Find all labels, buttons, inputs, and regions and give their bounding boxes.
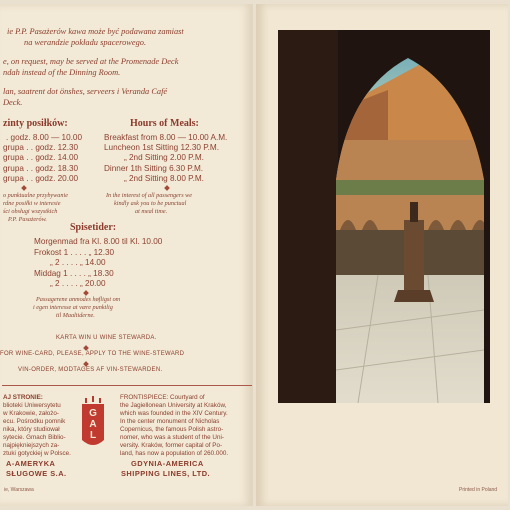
gal-logo [76,392,110,452]
meal-en-row: Breakfast from 8.00 — 10.00 A.M. [104,133,228,142]
note-pl-line: o punktualne przybywanie [3,192,68,199]
heading-no: Spisetider: [70,222,117,233]
caption-en-line: versity. Kraków, former capital of Po- [120,442,223,449]
meal-en-row: „ 2nd Sitting 2.00 P.M. [124,153,204,162]
wine-no: VIN-ORDER, MODTAGES AF VIN-STEWARDEN. [18,367,163,373]
company-pl-line: A-AMERYKA [6,459,56,468]
intro-pl-line-2: na werandzie pokładu spacerowego. [24,38,147,47]
footer-right: Printed in Poland [459,487,498,493]
intro-en-line-2: ndah instead of the Dinning Room. [3,68,121,77]
note-pl-line: ści obsługi wszystkich [3,208,58,215]
diamond-ornament [83,345,89,351]
caption-en-line: In the center monument of Nicholas [120,418,220,425]
intro-no-line-2: Deck. [3,98,23,107]
caption-en-line: the Jagiellonean University at Kraków, [120,402,227,409]
note-pl-line: P.P. Pasażerów. [8,216,47,223]
logo-letter-a: A [89,419,97,430]
meal-en-row: „ 2nd Sitting 8.00 P.M. [124,174,204,183]
caption-en-line: FRONTISPIECE: Courtyard of [120,394,205,401]
caption-pl-line: blioteki Uniwersytetu [3,402,61,409]
caption-en-line: which was founded in the XIV Century. [120,410,228,417]
note-en-line: at meal time. [135,208,168,215]
diamond-ornament [164,185,170,191]
intro-no-line-1: lan, saatrent dot önshes, serveers i Veranda Café [3,87,168,96]
caption-en-line: land, has now a population of 260.000. [120,450,229,457]
meal-no-row: Frokost 1 . . . . „ 12.30 [34,248,115,257]
note-no-line: til Maaltiderne. [56,312,95,319]
company-en-line: GDYNIA-AMERICA [131,459,204,468]
note-no-line: Passagerene anmodes høfligst om [36,296,121,303]
logo-letter-g: G [89,408,97,419]
meal-en-row: Luncheon 1st Sitting 12.30 P.M. [104,143,220,152]
footer-left: ie, Warszawa [4,487,34,493]
left-page [0,4,253,506]
meal-en-row: Dinner 1th Sitting 6.30 P.M. [104,164,204,173]
company-pl-line: SŁUGOWE S.A. [6,469,67,478]
caption-pl-line: sytecie. Gmach Biblio- [3,434,66,441]
caption-pl-line: AJ STRONIE: [3,394,43,401]
right-page [256,4,508,506]
caption-en-line: Copernicus, the famous Polish astro- [120,426,224,433]
caption-pl-line: najpiękniejszych za- [3,442,60,449]
heading-en: Hours of Meals: [130,118,199,129]
meal-pl-row: . godz. 8.00 — 10.00 [6,133,83,142]
note-pl-line: rdne posiłki w interesie [3,200,61,207]
meal-pl-row: grupa . . godz. 12.30 [3,143,79,152]
meal-pl-row: grupa . . godz. 14.00 [3,153,79,162]
logo-letter-l: L [89,430,97,441]
diamond-ornament [83,361,89,367]
frontispiece-photo [278,30,490,403]
heading-pl: zinty posiłków: [3,118,68,129]
meal-no-row: „ 2 . . . . „ 20.00 [50,279,106,288]
diamond-ornament [83,290,89,296]
meal-pl-row: grupa . . godz. 18.30 [3,164,79,173]
diamond-ornament [21,185,27,191]
caption-pl-line: ztuki gotyckiej w Polsce. [3,450,71,457]
caption-pl-line: nika, który studiował [3,426,60,433]
intro-en-line-1: e, on request, may be served at the Promenade Deck [3,57,179,66]
meal-no-row: Morgenmad fra Kl. 8.00 til Kl. 10.00 [34,237,163,246]
meal-pl-row: grupa . . godz. 20.00 [3,174,79,183]
section-divider [2,385,252,386]
intro-pl-line-1: ie P.P. Pasażerów kawa może być podawana zamiast [7,27,184,36]
wine-pl: KARTA WIN U WINE STEWARDA. [56,335,157,341]
meal-no-row: Middag 1 . . . . „ 18.30 [34,269,114,278]
meal-no-row: „ 2 . . . . „ 14.00 [50,258,106,267]
caption-pl-line: w Krakowie, założo- [3,410,59,417]
wine-en: FOR WINE-CARD, PLEASE, APPLY TO THE WINE-STEWARD [0,351,185,357]
note-en-line: In the interest of all passengers we [106,192,193,199]
note-no-line: i egen interesse at være punktlig [33,304,113,311]
company-en-line: SHIPPING LINES, LTD. [121,469,211,478]
caption-en-line: nomer, who was a student of the Uni- [120,434,224,441]
caption-pl-line: ecu. Pośrodku pomnik [3,418,66,425]
note-en-line: kindly ask you to be punctual [114,200,187,207]
